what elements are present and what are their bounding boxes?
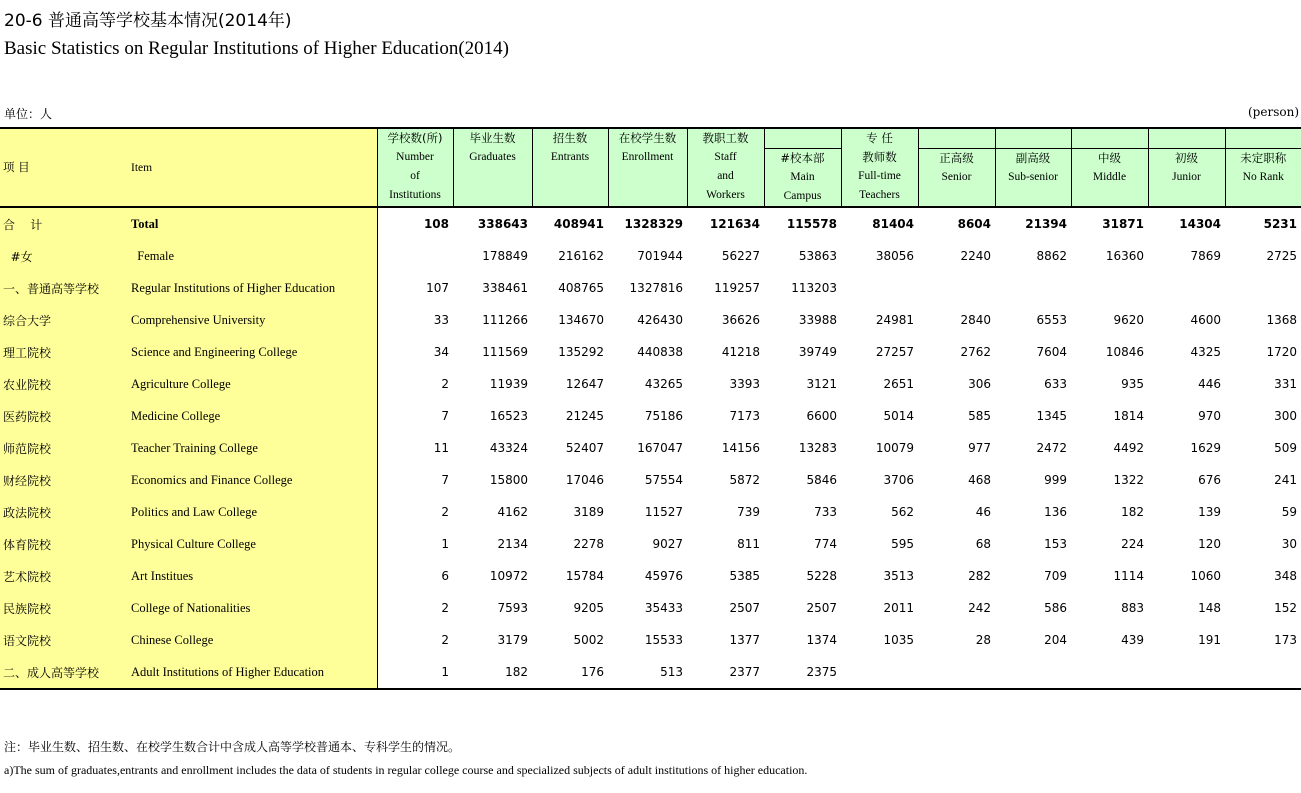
header-no-rank: 未定职称 No Rank (1225, 128, 1301, 207)
table-cell (918, 272, 995, 304)
table-body (0, 207, 1301, 689)
footnote-en: a)The sum of graduates,entrants and enrollment includes the data of students in regular college course and specialized subjects of adult institutions of higher education. (4, 763, 808, 777)
row-label-en: Economics and Finance College (129, 464, 377, 496)
table-cell: 5228 (806, 569, 837, 583)
table-cell: 935 (1121, 377, 1144, 391)
table-row (0, 592, 1301, 624)
table-cell: 6 (441, 569, 449, 583)
table-cell: 135292 (558, 345, 604, 359)
table-row (0, 624, 1301, 656)
table-cell: 68 (975, 537, 991, 551)
table-cell: 224 (1121, 537, 1144, 551)
table-cell (1148, 272, 1225, 304)
table-cell: 306 (968, 377, 991, 391)
table-cell: 7604 (1036, 345, 1067, 359)
table-row (0, 464, 1301, 496)
table-cell: 7173 (729, 409, 760, 423)
table-cell: 440838 (637, 345, 683, 359)
table-cell: 509 (1274, 441, 1297, 455)
row-label-en: Total (129, 207, 377, 240)
statistics-table (0, 127, 1301, 690)
table-cell (1225, 272, 1301, 304)
table-cell: 5231 (1263, 217, 1297, 231)
table-cell: 2377 (687, 656, 764, 689)
table-cell: 8604 (957, 217, 991, 231)
table-cell: 5014 (883, 409, 914, 423)
table-cell: 10079 (875, 441, 914, 455)
table-cell: 883 (1121, 601, 1144, 615)
table-cell: 513 (608, 656, 687, 689)
table-cell: 774 (814, 537, 837, 551)
table-row (0, 528, 1301, 560)
table-cell: 1720 (1266, 345, 1297, 359)
table-cell: 59 (1281, 505, 1297, 519)
table-cell: 56227 (721, 249, 760, 263)
table-cell (1225, 656, 1301, 689)
table-cell: 1345 (1036, 409, 1067, 423)
table-cell: 113203 (791, 281, 837, 295)
table-cell: 2 (441, 633, 449, 647)
unit-label-cn: 单位：人 (4, 107, 53, 121)
table-cell: 446 (1198, 377, 1221, 391)
row-label-cn: 政法院校 (0, 496, 129, 528)
table-cell: 33988 (798, 313, 837, 327)
table-cell: 14156 (721, 441, 760, 455)
table-cell: 2240 (960, 249, 991, 263)
table-cell: 999 (1044, 473, 1067, 487)
table-cell: 3121 (806, 377, 837, 391)
table-row (0, 304, 1301, 336)
table-cell: 1374 (806, 633, 837, 647)
table-row (0, 496, 1301, 528)
table-cell: 6553 (1036, 313, 1067, 327)
table-cell: 338643 (477, 217, 528, 231)
table-cell: 4162 (497, 505, 528, 519)
table-cell: 35433 (644, 601, 683, 615)
row-label-en: Teacher Training College (129, 432, 377, 464)
table-cell: 28 (975, 633, 991, 647)
table-row (0, 368, 1301, 400)
table-cell: 676 (1198, 473, 1221, 487)
table-cell: 1322 (1113, 473, 1144, 487)
header-institutions: 学校数(所) Number of Institutions (377, 128, 453, 207)
table-cell: 204 (1044, 633, 1067, 647)
table-cell: 52407 (565, 441, 604, 455)
table-cell: 111569 (482, 345, 528, 359)
table-cell: 7869 (1190, 249, 1221, 263)
table-cell: 2011 (883, 601, 914, 615)
row-label-cn: 农业院校 (0, 368, 129, 400)
table-cell: 733 (814, 505, 837, 519)
row-label-en: Adult Institutions of Higher Education (129, 656, 377, 689)
table-cell (377, 240, 453, 272)
table-cell: 300 (1274, 409, 1297, 423)
table-cell: 75186 (644, 409, 683, 423)
table-cell: 121634 (709, 217, 760, 231)
table-cell: 3393 (729, 377, 760, 391)
table-cell: 3706 (883, 473, 914, 487)
table-cell: 338461 (482, 281, 528, 295)
table-cell: 586 (1044, 601, 1067, 615)
table-cell: 977 (968, 441, 991, 455)
table-cell: 57554 (644, 473, 683, 487)
row-label-en: Science and Engineering College (129, 336, 377, 368)
row-label-en: College of Nationalities (129, 592, 377, 624)
table-row (0, 240, 1301, 272)
table-cell: 1035 (883, 633, 914, 647)
row-label-cn: 综合大学 (0, 304, 129, 336)
table-cell: 9027 (652, 537, 683, 551)
row-label-en: Female (129, 240, 377, 272)
row-label-en: Physical Culture College (129, 528, 377, 560)
table-cell: 2725 (1266, 249, 1297, 263)
table-cell: 34 (433, 345, 449, 359)
header-junior: 初级 Junior (1148, 128, 1225, 207)
table-cell: 14304 (1179, 217, 1221, 231)
table-cell: 115578 (786, 217, 837, 231)
header-middle: 中级 Middle (1071, 128, 1148, 207)
table-cell: 119257 (714, 281, 760, 295)
header-item-en: Item (129, 128, 377, 207)
table-cell: 53863 (798, 249, 837, 263)
table-cell: 3513 (883, 569, 914, 583)
table-cell (841, 272, 918, 304)
table-cell: 439 (1121, 633, 1144, 647)
table-cell: 633 (1044, 377, 1067, 391)
table-cell: 1368 (1266, 313, 1297, 327)
table-row (0, 656, 1301, 689)
table-cell: 153 (1044, 537, 1067, 551)
table-cell: 3179 (497, 633, 528, 647)
row-label-cn: 二、成人高等学校 (0, 656, 129, 689)
table-cell: 468 (968, 473, 991, 487)
table-cell: 2278 (573, 537, 604, 551)
table-cell: 1377 (729, 633, 760, 647)
row-label-cn: 师范院校 (0, 432, 129, 464)
table-cell: 562 (891, 505, 914, 519)
table-cell: 21245 (565, 409, 604, 423)
header-enrollment: 在校学生数 Enrollment (608, 128, 687, 207)
table-cell: 27257 (875, 345, 914, 359)
table-cell: 182 (453, 656, 532, 689)
table-cell: 33 (433, 313, 449, 327)
table-cell (1071, 272, 1148, 304)
table-cell: 408941 (553, 217, 604, 231)
table-cell: 81404 (872, 217, 914, 231)
table-cell: 970 (1198, 409, 1221, 423)
page-title-cn: 20-6 普通高等学校基本情况(2014年) (4, 11, 292, 31)
table-cell: 216162 (558, 249, 604, 263)
table-cell: 39749 (798, 345, 837, 359)
table-cell: 4325 (1190, 345, 1221, 359)
table-cell (841, 656, 918, 689)
table-cell: 43324 (489, 441, 528, 455)
table-cell: 2472 (1036, 441, 1067, 455)
table-cell: 134670 (558, 313, 604, 327)
table-row (0, 272, 1301, 304)
table-cell: 3189 (573, 505, 604, 519)
table-cell: 2375 (764, 656, 841, 689)
table-cell: 10972 (489, 569, 528, 583)
row-label-en: Medicine College (129, 400, 377, 432)
table-cell: 10846 (1105, 345, 1144, 359)
table-cell: 139 (1198, 505, 1221, 519)
header-teachers: 专 任 教师数 Full-time Teachers (841, 128, 918, 207)
row-label-cn: 一、普通高等学校 (0, 272, 129, 304)
table-cell: 167047 (637, 441, 683, 455)
table-cell: 17046 (565, 473, 604, 487)
table-cell: 120 (1198, 537, 1221, 551)
row-label-en: Comprehensive University (129, 304, 377, 336)
table-cell: 331 (1274, 377, 1297, 391)
row-label-cn: 体育院校 (0, 528, 129, 560)
header-staff: 教职工数 Staff and Workers (687, 128, 764, 207)
table-cell: 1 (377, 656, 453, 689)
table-cell: 7 (441, 473, 449, 487)
unit-label-en: (person) (1248, 105, 1299, 119)
footnote-cn: 注：毕业生数、招生数、在校学生数合计中含成人高等学校普通本、专科学生的情况。 (4, 740, 461, 754)
table-cell: 709 (1044, 569, 1067, 583)
header-senior: 正高级 Senior (918, 128, 995, 207)
table-cell: 41218 (721, 345, 760, 359)
table-cell: 108 (423, 217, 449, 231)
table-cell: 4492 (1113, 441, 1144, 455)
table-cell: 2840 (960, 313, 991, 327)
table-cell: 426430 (637, 313, 683, 327)
table-cell: 2134 (497, 537, 528, 551)
header-entrants: 招生数 Entrants (532, 128, 608, 207)
table-cell: 9205 (573, 601, 604, 615)
table-row (0, 560, 1301, 592)
table-cell: 152 (1274, 601, 1297, 615)
table-cell: 2 (441, 601, 449, 615)
table-cell: 1629 (1190, 441, 1221, 455)
table-cell: 1060 (1190, 569, 1221, 583)
table-cell: 1327816 (629, 281, 683, 295)
table-cell: 2 (441, 505, 449, 519)
table-cell: 107 (426, 281, 449, 295)
row-label-en: Politics and Law College (129, 496, 377, 528)
row-label-en: Art Institues (129, 560, 377, 592)
table-cell: 9620 (1113, 313, 1144, 327)
table-cell: 31871 (1102, 217, 1144, 231)
table-cell: 2507 (806, 601, 837, 615)
header-graduates: 毕业生数 Graduates (453, 128, 532, 207)
table-cell: 1328329 (624, 217, 683, 231)
table-cell: 13283 (798, 441, 837, 455)
table-cell: 15784 (565, 569, 604, 583)
header-sub-senior: 副高级 Sub-senior (995, 128, 1071, 207)
table-cell: 11527 (644, 505, 683, 519)
row-label-en: Regular Institutions of Higher Education (129, 272, 377, 304)
table-cell: 585 (968, 409, 991, 423)
row-label-cn: 语文院校 (0, 624, 129, 656)
table-cell: 1814 (1113, 409, 1144, 423)
page-title-en: Basic Statistics on Regular Institutions of Higher Education(2014) (4, 38, 510, 59)
table-cell: 5846 (806, 473, 837, 487)
table-cell: 1 (441, 537, 449, 551)
table-cell: 2507 (729, 601, 760, 615)
table-cell: 282 (968, 569, 991, 583)
table-cell: 241 (1274, 473, 1297, 487)
table-row (0, 207, 1301, 240)
table-cell: 1114 (1113, 569, 1144, 583)
row-label-en: Agriculture College (129, 368, 377, 400)
table-cell: 8862 (1036, 249, 1067, 263)
header-main-campus: #校本部 Main Campus (764, 128, 841, 207)
table-cell: 16360 (1105, 249, 1144, 263)
table-cell: 11939 (489, 377, 528, 391)
table-cell: 182 (1121, 505, 1144, 519)
row-label-en: Chinese College (129, 624, 377, 656)
table-cell: 5385 (729, 569, 760, 583)
row-label-cn: 合 计 (0, 207, 129, 240)
row-label-cn: 理工院校 (0, 336, 129, 368)
table-cell: 38056 (875, 249, 914, 263)
table-cell: 36626 (721, 313, 760, 327)
table-cell (1148, 656, 1225, 689)
table-cell: 178849 (482, 249, 528, 263)
table-cell: 15800 (489, 473, 528, 487)
table-cell: 811 (737, 537, 760, 551)
table-cell: 148 (1198, 601, 1221, 615)
table-cell (1071, 656, 1148, 689)
header-item-cn: 项 目 (0, 128, 129, 207)
table-row (0, 336, 1301, 368)
table-cell (995, 656, 1071, 689)
row-label-cn: #女 (0, 240, 129, 272)
table-cell: 7 (441, 409, 449, 423)
table-cell: 24981 (875, 313, 914, 327)
table-cell: 191 (1198, 633, 1221, 647)
table-cell: 2651 (883, 377, 914, 391)
row-label-cn: 财经院校 (0, 464, 129, 496)
table-cell: 7593 (497, 601, 528, 615)
table-cell (918, 656, 995, 689)
table-cell: 701944 (637, 249, 683, 263)
table-cell: 46 (975, 505, 991, 519)
row-label-cn: 民族院校 (0, 592, 129, 624)
table-cell: 2 (441, 377, 449, 391)
table-cell: 173 (1274, 633, 1297, 647)
table-cell: 6600 (806, 409, 837, 423)
table-cell: 136 (1044, 505, 1067, 519)
table-header-row (0, 128, 1301, 207)
table-cell: 595 (891, 537, 914, 551)
table-cell: 21394 (1025, 217, 1067, 231)
table-cell: 348 (1274, 569, 1297, 583)
table-cell: 43265 (644, 377, 683, 391)
table-cell: 30 (1281, 537, 1297, 551)
table-cell: 739 (737, 505, 760, 519)
table-cell (995, 272, 1071, 304)
table-cell: 5002 (573, 633, 604, 647)
table-cell: 16523 (489, 409, 528, 423)
table-row (0, 400, 1301, 432)
table-cell: 5872 (729, 473, 760, 487)
table-cell: 408765 (558, 281, 604, 295)
row-label-cn: 医药院校 (0, 400, 129, 432)
table-cell: 111266 (482, 313, 528, 327)
table-cell: 176 (532, 656, 608, 689)
table-cell: 12647 (565, 377, 604, 391)
table-row (0, 432, 1301, 464)
table-cell: 4600 (1190, 313, 1221, 327)
table-cell: 242 (968, 601, 991, 615)
table-cell: 45976 (644, 569, 683, 583)
row-label-cn: 艺术院校 (0, 560, 129, 592)
table-cell: 2762 (960, 345, 991, 359)
table-cell: 11 (433, 441, 449, 455)
table-cell: 15533 (644, 633, 683, 647)
